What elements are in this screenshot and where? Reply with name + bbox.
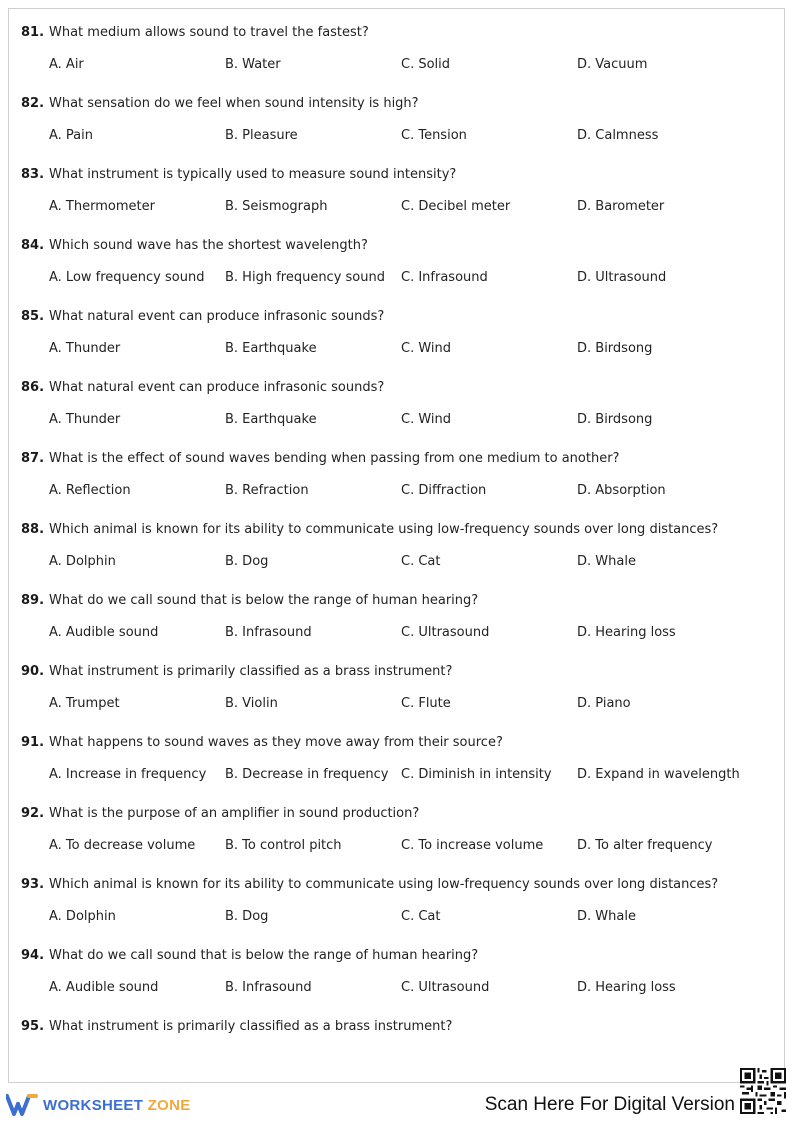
answer-options — [49, 838, 769, 854]
question-number: 89. — [21, 593, 45, 608]
answer-option-a[interactable]: A. Increase in frequency — [49, 767, 207, 782]
answer-option-a[interactable]: A. Pain — [49, 128, 94, 143]
answer-options — [49, 341, 769, 357]
question-number: 84. — [21, 238, 45, 253]
answer-option-a[interactable]: A. Air — [49, 57, 84, 72]
answer-option-b[interactable]: B. To control pitch — [225, 838, 342, 853]
answer-option-b[interactable]: B. Refraction — [225, 483, 309, 498]
question-item — [21, 735, 771, 795]
question-item — [21, 664, 771, 724]
answer-option-d[interactable]: D. To alter frequency — [577, 838, 713, 853]
question-text: Which animal is known for its ability to communicate using low-frequency sounds over long distances? — [49, 522, 719, 537]
answer-option-d[interactable]: D. Piano — [577, 696, 631, 711]
worksheet-zone-logo-icon — [6, 1094, 38, 1116]
answer-options — [49, 554, 769, 570]
answer-option-b[interactable]: B. Dog — [225, 909, 269, 924]
answer-option-a[interactable]: A. Reflection — [49, 483, 131, 498]
answer-option-c[interactable]: C. Wind — [401, 341, 452, 356]
worksheet-page — [8, 8, 785, 1083]
question-item — [21, 1019, 771, 1079]
answer-option-c[interactable]: C. Diminish in intensity — [401, 767, 552, 782]
question-item — [21, 96, 771, 156]
answer-option-a[interactable]: A. Dolphin — [49, 909, 116, 924]
answer-option-a[interactable]: A. Thermometer — [49, 199, 155, 214]
answer-option-b[interactable]: B. Infrasound — [225, 980, 312, 995]
question-line — [21, 380, 384, 396]
question-line — [21, 593, 478, 609]
answer-option-c[interactable]: C. Diffraction — [401, 483, 487, 498]
question-number: 88. — [21, 522, 45, 537]
answer-options — [49, 980, 769, 996]
answer-option-d[interactable]: D. Ultrasound — [577, 270, 667, 285]
answer-option-c[interactable]: C. Ultrasound — [401, 980, 490, 995]
question-line — [21, 238, 368, 254]
question-item — [21, 593, 771, 653]
question-text: Which animal is known for its ability to communicate using low-frequency sounds over long distances? — [49, 877, 719, 892]
answer-option-c[interactable]: C. To increase volume — [401, 838, 544, 853]
question-number: 94. — [21, 948, 45, 963]
question-number: 93. — [21, 877, 45, 892]
question-text: What sensation do we feel when sound intensity is high? — [49, 96, 419, 111]
question-line — [21, 877, 718, 893]
answer-option-d[interactable]: D. Vacuum — [577, 57, 648, 72]
answer-option-b[interactable]: B. Violin — [225, 696, 278, 711]
answer-option-d[interactable]: D. Expand in wavelength — [577, 767, 740, 782]
question-line — [21, 96, 419, 112]
question-text: What medium allows sound to travel the fastest? — [49, 25, 369, 40]
answer-option-a[interactable]: A. Trumpet — [49, 696, 120, 711]
answer-option-c[interactable]: C. Solid — [401, 57, 451, 72]
answer-option-b[interactable]: B. Earthquake — [225, 341, 317, 356]
answer-option-c[interactable]: C. Flute — [401, 696, 451, 711]
answer-option-c[interactable]: C. Ultrasound — [401, 625, 490, 640]
question-number: 95. — [21, 1019, 45, 1034]
answer-option-d[interactable]: D. Birdsong — [577, 341, 653, 356]
answer-options — [49, 625, 769, 641]
answer-option-b[interactable]: B. Water — [225, 57, 281, 72]
question-line — [21, 25, 369, 41]
question-text: What is the purpose of an amplifier in sound production? — [49, 806, 420, 821]
question-line — [21, 522, 718, 538]
answer-option-d[interactable]: D. Whale — [577, 909, 636, 924]
answer-option-c[interactable]: C. Cat — [401, 909, 441, 924]
answer-options — [49, 909, 769, 925]
answer-options — [49, 199, 769, 215]
question-text: Which sound wave has the shortest wavelength? — [49, 238, 368, 253]
answer-option-c[interactable]: C. Tension — [401, 128, 467, 143]
answer-option-d[interactable]: D. Absorption — [577, 483, 666, 498]
question-number: 85. — [21, 309, 45, 324]
question-line — [21, 451, 619, 467]
question-number: 90. — [21, 664, 45, 679]
question-line — [21, 948, 478, 964]
answer-option-a[interactable]: A. Low frequency sound — [49, 270, 205, 285]
question-text: What natural event can produce infrasonic sounds? — [49, 309, 385, 324]
question-item — [21, 167, 771, 227]
answer-option-d[interactable]: D. Whale — [577, 554, 636, 569]
question-line — [21, 735, 503, 751]
question-text: What happens to sound waves as they move away from their source? — [49, 735, 503, 750]
answer-option-d[interactable]: D. Barometer — [577, 199, 665, 214]
answer-option-b[interactable]: B. High frequency sound — [225, 270, 385, 285]
question-number: 83. — [21, 167, 45, 182]
brand-name-part2: ZONE — [147, 1096, 191, 1114]
question-number: 82. — [21, 96, 45, 111]
question-line — [21, 664, 452, 680]
answer-options — [49, 412, 769, 428]
brand-name-part1: WORKSHEET — [43, 1096, 144, 1114]
answer-option-a[interactable]: A. To decrease volume — [49, 838, 196, 853]
question-line — [21, 167, 456, 183]
answer-option-c[interactable]: C. Infrasound — [401, 270, 488, 285]
qr-code-icon[interactable] — [740, 1068, 786, 1114]
answer-option-b[interactable]: B. Earthquake — [225, 412, 317, 427]
question-number: 91. — [21, 735, 45, 750]
question-item — [21, 522, 771, 582]
answer-option-a[interactable]: A. Audible sound — [49, 625, 159, 640]
question-text: What instrument is primarily classified as a brass instrument? — [49, 1019, 453, 1034]
brand-name — [43, 1097, 191, 1114]
answer-option-a[interactable]: A. Dolphin — [49, 554, 116, 569]
answer-option-d[interactable]: D. Hearing loss — [577, 625, 676, 640]
question-line — [21, 309, 384, 325]
answer-options — [49, 767, 769, 783]
question-number: 92. — [21, 806, 45, 821]
answer-option-b[interactable]: B. Infrasound — [225, 625, 312, 640]
question-item — [21, 380, 771, 440]
question-item — [21, 877, 771, 937]
question-text: What instrument is primarily classified as a brass instrument? — [49, 664, 453, 679]
answer-option-a[interactable]: A. Thunder — [49, 412, 121, 427]
answer-option-c[interactable]: C. Wind — [401, 412, 452, 427]
footer — [0, 1088, 793, 1122]
question-item — [21, 948, 771, 1008]
question-item — [21, 25, 771, 85]
answer-options — [49, 483, 769, 499]
brand-logo[interactable] — [6, 1092, 191, 1118]
answer-option-b[interactable]: B. Dog — [225, 554, 269, 569]
answer-option-d[interactable]: D. Calmness — [577, 128, 659, 143]
question-item — [21, 309, 771, 369]
question-text: What do we call sound that is below the range of human hearing? — [49, 948, 479, 963]
answer-option-d[interactable]: D. Birdsong — [577, 412, 653, 427]
question-text: What natural event can produce infrasonic sounds? — [49, 380, 385, 395]
question-item — [21, 806, 771, 866]
question-line — [21, 806, 419, 822]
question-text: What do we call sound that is below the range of human hearing? — [49, 593, 479, 608]
question-line — [21, 1019, 452, 1035]
question-text: What instrument is typically used to measure sound intensity? — [49, 167, 457, 182]
answer-options — [49, 270, 769, 286]
answer-option-c[interactable]: C. Decibel meter — [401, 199, 511, 214]
answer-option-a[interactable]: A. Thunder — [49, 341, 121, 356]
answer-options — [49, 57, 769, 73]
answer-option-b[interactable]: B. Seismograph — [225, 199, 328, 214]
question-item — [21, 451, 771, 511]
answer-option-c[interactable]: C. Cat — [401, 554, 441, 569]
question-number: 86. — [21, 380, 45, 395]
answer-options — [49, 696, 769, 712]
scan-label: Scan Here For Digital Version — [484, 1094, 735, 1115]
question-text: What is the effect of sound waves bending when passing from one medium to another? — [49, 451, 620, 466]
question-item — [21, 238, 771, 298]
answer-option-b[interactable]: B. Decrease in frequency — [225, 767, 389, 782]
question-number: 87. — [21, 451, 45, 466]
answer-option-d[interactable]: D. Hearing loss — [577, 980, 676, 995]
answer-options — [49, 128, 769, 144]
answer-option-a[interactable]: A. Audible sound — [49, 980, 159, 995]
answer-option-b[interactable]: B. Pleasure — [225, 128, 298, 143]
question-number: 81. — [21, 25, 45, 40]
